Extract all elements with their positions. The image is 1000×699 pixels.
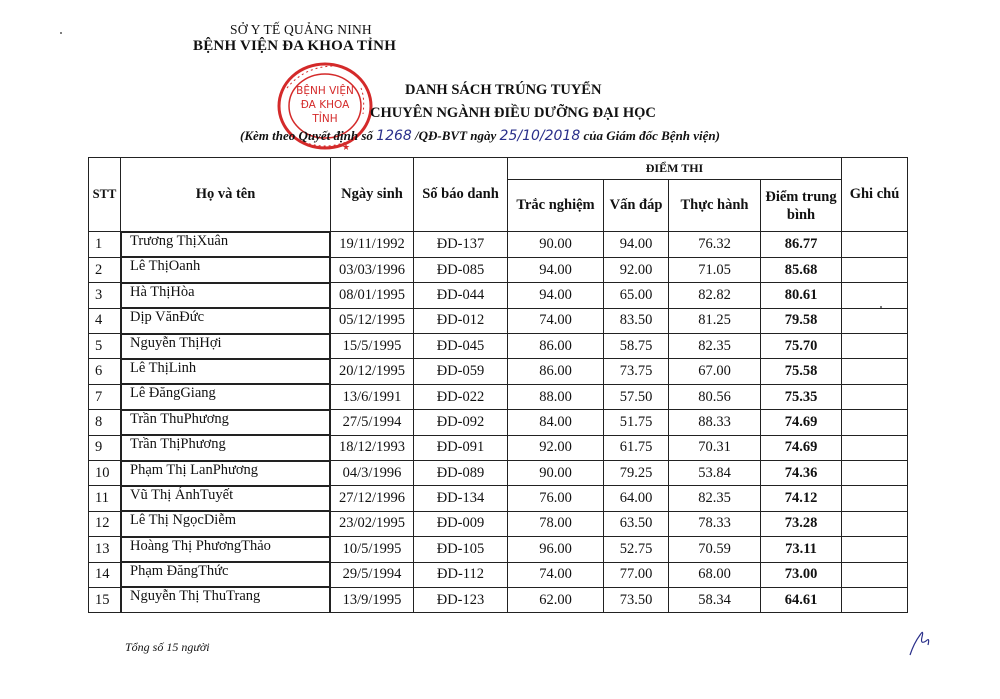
- surname: Lê Thị: [130, 359, 169, 376]
- cell-mcq: 94.00: [508, 283, 604, 308]
- decision-number: 1268: [376, 128, 412, 144]
- cell-oral: 73.50: [604, 587, 669, 612]
- signature-icon: [900, 615, 940, 660]
- cell-id: ĐD-092: [414, 410, 508, 435]
- cell-dob: 29/5/1994: [331, 562, 414, 587]
- surname: Trương Thị: [130, 233, 197, 249]
- given-name: Tuyết: [199, 486, 234, 503]
- cell-mcq: 94.00: [508, 257, 604, 282]
- cell-oral: 83.50: [604, 308, 669, 333]
- candidates-table: [88, 157, 908, 613]
- cell-note: [842, 410, 908, 435]
- cell-stt: 10: [89, 461, 121, 486]
- cell-stt: 14: [89, 562, 121, 587]
- cell-stt: 15: [89, 587, 121, 612]
- given-name: Thức: [198, 563, 229, 580]
- svg-text:★: ★: [342, 143, 351, 153]
- cell-id: ĐD-137: [414, 232, 508, 258]
- table-row: [89, 410, 908, 435]
- cell-name: [121, 359, 330, 384]
- cell-id: ĐD-044: [414, 283, 508, 308]
- cell-stt: 8: [89, 410, 121, 435]
- surname: Lê Thị: [130, 258, 169, 275]
- cell-oral: 92.00: [604, 257, 669, 282]
- cell-oral: 52.75: [604, 537, 669, 562]
- cell-avg: 74.12: [761, 486, 842, 511]
- cell-practice: 70.59: [669, 537, 761, 562]
- surname: Lê Thị Ngọc: [130, 512, 204, 529]
- cell-note: [842, 232, 908, 258]
- seal-line-1: BỆNH VIỆN: [296, 85, 354, 97]
- cell-name: [121, 257, 330, 282]
- surname: Trần Thị: [130, 436, 181, 453]
- attachment-middle: /QĐ-BVT ngày: [415, 128, 497, 143]
- given-name: Linh: [168, 359, 197, 376]
- cell-note: [842, 486, 908, 511]
- table-row: [89, 232, 908, 258]
- cell-avg: 85.68: [761, 257, 842, 282]
- cell-dob: 05/12/1995: [331, 308, 414, 333]
- surname: Trần Thu: [130, 410, 184, 427]
- attachment-note: [240, 128, 720, 144]
- given-name: Phương: [183, 410, 229, 427]
- cell-id: ĐD-123: [414, 587, 508, 612]
- given-name: Phương: [212, 461, 259, 478]
- cell-name: [121, 410, 330, 435]
- table-row: [89, 257, 908, 282]
- cell-dob: 08/01/1995: [331, 283, 414, 308]
- cell-oral: 94.00: [604, 232, 669, 258]
- table-row: [89, 308, 908, 333]
- header-scores: ĐIỂM THI: [508, 158, 842, 180]
- cell-note: [842, 511, 908, 536]
- total-count: Tổng số 15 người: [125, 640, 210, 654]
- cell-oral: 64.00: [604, 486, 669, 511]
- cell-mcq: 62.00: [508, 587, 604, 612]
- cell-id: ĐD-022: [414, 384, 508, 409]
- cell-stt: 11: [89, 486, 121, 511]
- organization-name: BỆNH VIỆN ĐA KHOA TỈNH: [193, 38, 397, 54]
- cell-name: [121, 308, 330, 333]
- cell-name: [121, 486, 330, 511]
- cell-dob: 27/5/1994: [331, 410, 414, 435]
- seal-line-3: TỈNH: [312, 113, 338, 125]
- cell-id: ĐD-091: [414, 435, 508, 460]
- cell-dob: 10/5/1995: [331, 537, 414, 562]
- cell-id: ĐD-012: [414, 308, 508, 333]
- department-name: SỞ Y TẾ QUẢNG NINH: [230, 22, 372, 37]
- cell-avg: 64.61: [761, 587, 842, 612]
- given-name: Giang: [180, 385, 216, 402]
- title-line-2: CHUYÊN NGÀNH ĐIỀU DƯỠNG ĐẠI HỌC: [370, 105, 656, 121]
- cell-avg: 86.77: [761, 232, 842, 258]
- cell-stt: 2: [89, 257, 121, 282]
- cell-avg: 73.00: [761, 562, 842, 587]
- cell-oral: 77.00: [604, 562, 669, 587]
- cell-note: [842, 587, 908, 612]
- header-name: Họ và tên: [121, 158, 331, 232]
- given-name: Oanh: [168, 258, 201, 275]
- cell-avg: 75.35: [761, 384, 842, 409]
- cell-name: [121, 587, 330, 612]
- cell-practice: 81.25: [669, 308, 761, 333]
- cell-practice: 67.00: [669, 359, 761, 384]
- cell-oral: 65.00: [604, 283, 669, 308]
- cell-note: [842, 384, 908, 409]
- cell-dob: 15/5/1995: [331, 334, 414, 359]
- cell-note: [842, 537, 908, 562]
- cell-avg: 74.69: [761, 435, 842, 460]
- header-note: Ghi chú: [842, 158, 908, 232]
- given-name: Trang: [226, 588, 261, 605]
- cell-id: ĐD-085: [414, 257, 508, 282]
- cell-stt: 9: [89, 435, 121, 460]
- cell-name: [121, 511, 330, 536]
- cell-mcq: 86.00: [508, 359, 604, 384]
- surname: Nguyễn Thị: [130, 334, 200, 351]
- cell-dob: 18/12/1993: [331, 435, 414, 460]
- surname: Phạm Đăng: [130, 563, 199, 580]
- table-row: [89, 461, 908, 486]
- cell-dob: 27/12/1996: [331, 486, 414, 511]
- cell-name: [121, 232, 330, 257]
- cell-name: [121, 435, 330, 460]
- cell-name: [121, 562, 330, 587]
- table-row: [89, 435, 908, 460]
- cell-stt: 6: [89, 359, 121, 384]
- cell-note: [842, 461, 908, 486]
- cell-mcq: 90.00: [508, 232, 604, 258]
- cell-practice: 70.31: [669, 435, 761, 460]
- cell-avg: 74.36: [761, 461, 842, 486]
- cell-oral: 58.75: [604, 334, 669, 359]
- cell-dob: 13/9/1995: [331, 587, 414, 612]
- cell-oral: 79.25: [604, 461, 669, 486]
- cell-stt: 12: [89, 511, 121, 536]
- given-name: Đức: [179, 309, 205, 326]
- scan-speck: [880, 306, 882, 308]
- header-id: Số báo danh: [414, 158, 508, 232]
- decision-date: 25/10/2018: [499, 128, 581, 144]
- table-row: [89, 384, 908, 409]
- title-line-1: DANH SÁCH TRÚNG TUYỂN: [405, 82, 602, 98]
- cell-practice: 76.32: [669, 232, 761, 258]
- given-name: Thảo: [241, 537, 271, 554]
- given-name: Hòa: [170, 283, 195, 300]
- cell-practice: 88.33: [669, 410, 761, 435]
- cell-note: [842, 334, 908, 359]
- cell-dob: 19/11/1992: [331, 232, 414, 258]
- cell-id: ĐD-059: [414, 359, 508, 384]
- cell-stt: 5: [89, 334, 121, 359]
- cell-avg: 73.28: [761, 511, 842, 536]
- table-row: [89, 537, 908, 562]
- surname: Dịp Văn: [130, 309, 180, 326]
- cell-dob: 20/12/1995: [331, 359, 414, 384]
- cell-note: [842, 308, 908, 333]
- seal-line-2: ĐA KHOA: [300, 99, 350, 111]
- given-name: Phương: [180, 436, 226, 453]
- cell-stt: 7: [89, 384, 121, 409]
- cell-note: [842, 359, 908, 384]
- cell-avg: 80.61: [761, 283, 842, 308]
- header-stt: STT: [89, 158, 121, 232]
- cell-avg: 74.69: [761, 410, 842, 435]
- cell-practice: 80.56: [669, 384, 761, 409]
- given-name: Hợi: [199, 334, 222, 351]
- given-name: Xuân: [196, 233, 229, 249]
- cell-note: [842, 562, 908, 587]
- cell-name: [121, 334, 330, 359]
- cell-note: [842, 435, 908, 460]
- cell-practice: 82.82: [669, 283, 761, 308]
- header-avg: Điểm trung bình: [761, 180, 842, 232]
- table-row: [89, 359, 908, 384]
- cell-name: [121, 537, 330, 562]
- cell-mcq: 74.00: [508, 308, 604, 333]
- cell-mcq: 76.00: [508, 486, 604, 511]
- cell-id: ĐD-112: [414, 562, 508, 587]
- cell-avg: 75.58: [761, 359, 842, 384]
- cell-name: [121, 461, 330, 486]
- cell-stt: 13: [89, 537, 121, 562]
- cell-avg: 75.70: [761, 334, 842, 359]
- table-row: [89, 334, 908, 359]
- cell-dob: 04/3/1996: [331, 461, 414, 486]
- header-oral: Vấn đáp: [604, 180, 669, 232]
- cell-stt: 4: [89, 308, 121, 333]
- cell-practice: 68.00: [669, 562, 761, 587]
- cell-id: ĐD-009: [414, 511, 508, 536]
- surname: Hoàng Thị Phương: [130, 537, 242, 554]
- header-mcq: Trắc nghiệm: [508, 180, 604, 232]
- table-row: [89, 587, 908, 612]
- cell-mcq: 86.00: [508, 334, 604, 359]
- cell-oral: 51.75: [604, 410, 669, 435]
- surname: Lê Đăng: [130, 385, 181, 402]
- cell-id: ĐD-134: [414, 486, 508, 511]
- cell-avg: 79.58: [761, 308, 842, 333]
- cell-mcq: 78.00: [508, 511, 604, 536]
- cell-oral: 57.50: [604, 384, 669, 409]
- cell-name: [121, 283, 330, 308]
- cell-mcq: 92.00: [508, 435, 604, 460]
- cell-oral: 63.50: [604, 511, 669, 536]
- cell-practice: 53.84: [669, 461, 761, 486]
- table-row: [89, 486, 908, 511]
- cell-practice: 78.33: [669, 511, 761, 536]
- cell-note: [842, 257, 908, 282]
- scan-speck: [60, 32, 62, 34]
- cell-name: [121, 384, 330, 409]
- cell-practice: 71.05: [669, 257, 761, 282]
- cell-id: ĐD-089: [414, 461, 508, 486]
- cell-dob: 03/03/1996: [331, 257, 414, 282]
- table-row: [89, 562, 908, 587]
- cell-id: ĐD-045: [414, 334, 508, 359]
- surname: Nguyễn Thị Thu: [130, 588, 227, 605]
- cell-stt: 1: [89, 232, 121, 258]
- surname: Phạm Thị Lan: [130, 461, 213, 478]
- cell-dob: 23/02/1995: [331, 511, 414, 536]
- header-practice: Thực hành: [669, 180, 761, 232]
- cell-oral: 61.75: [604, 435, 669, 460]
- cell-practice: 58.34: [669, 587, 761, 612]
- attachment-prefix: (Kèm theo Quyết định số: [240, 128, 373, 143]
- cell-mcq: 96.00: [508, 537, 604, 562]
- cell-dob: 13/6/1991: [331, 384, 414, 409]
- cell-stt: 3: [89, 283, 121, 308]
- cell-mcq: 88.00: [508, 384, 604, 409]
- cell-note: [842, 283, 908, 308]
- cell-practice: 82.35: [669, 486, 761, 511]
- cell-avg: 73.11: [761, 537, 842, 562]
- cell-practice: 82.35: [669, 334, 761, 359]
- given-name: Diễm: [203, 512, 237, 529]
- cell-id: ĐD-105: [414, 537, 508, 562]
- attachment-suffix: của Giám đốc Bệnh viện): [583, 128, 720, 143]
- cell-mcq: 74.00: [508, 562, 604, 587]
- cell-mcq: 90.00: [508, 461, 604, 486]
- surname: Vũ Thị Ánh: [130, 486, 200, 503]
- cell-oral: 73.75: [604, 359, 669, 384]
- table-row: [89, 511, 908, 536]
- table-row: [89, 283, 908, 308]
- cell-mcq: 84.00: [508, 410, 604, 435]
- header-dob: Ngày sinh: [331, 158, 414, 232]
- surname: Hà Thị: [130, 283, 171, 300]
